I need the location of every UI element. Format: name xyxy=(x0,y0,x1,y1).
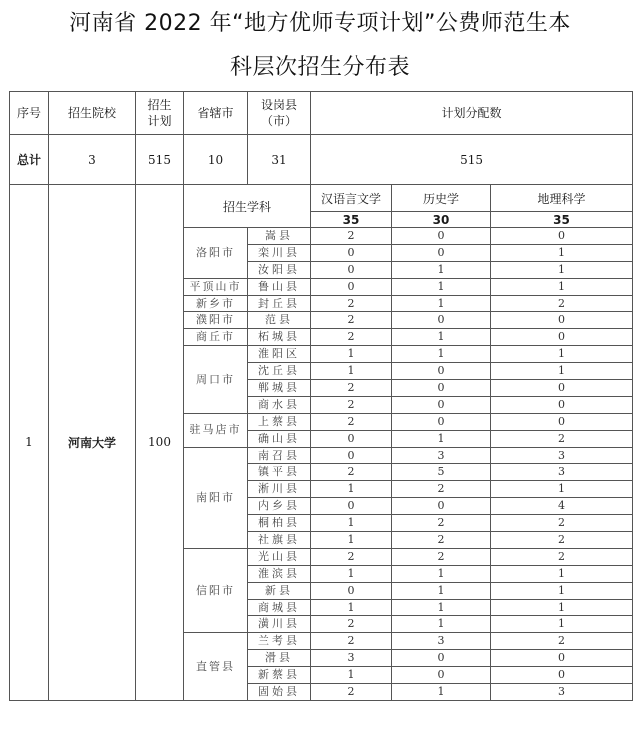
county-name: 固始县 xyxy=(248,684,311,701)
county-name: 淮阳区 xyxy=(248,346,311,363)
allocation-value: 1 xyxy=(491,481,633,498)
total-row xyxy=(10,135,633,185)
allocation-value: 1 xyxy=(311,565,392,582)
county-name: 镇平县 xyxy=(248,464,311,481)
city-name: 信阳市 xyxy=(184,548,248,632)
county-name: 汝阳县 xyxy=(248,261,311,278)
county-name: 社旗县 xyxy=(248,532,311,549)
allocation-value: 1 xyxy=(392,295,491,312)
allocation-value: 1 xyxy=(392,616,491,633)
allocation-value: 0 xyxy=(311,498,392,515)
allocation-value: 2 xyxy=(311,548,392,565)
county-name: 光山县 xyxy=(248,548,311,565)
allocation-value: 1 xyxy=(392,684,491,701)
allocation-value: 0 xyxy=(311,244,392,261)
county-name: 潢川县 xyxy=(248,616,311,633)
allocation-value: 0 xyxy=(491,380,633,397)
county-name: 封丘县 xyxy=(248,295,311,312)
allocation-value: 1 xyxy=(491,363,633,380)
allocation-value: 2 xyxy=(311,684,392,701)
header-row xyxy=(10,92,633,135)
allocation-value: 2 xyxy=(392,515,491,532)
county-name: 商城县 xyxy=(248,599,311,616)
allocation-value: 1 xyxy=(311,363,392,380)
allocation-value: 0 xyxy=(491,396,633,413)
header-plan-line2: 计划 xyxy=(147,114,172,128)
allocation-value: 1 xyxy=(311,515,392,532)
allocation-value: 1 xyxy=(392,599,491,616)
allocation-value: 2 xyxy=(311,464,392,481)
allocation-value: 0 xyxy=(491,667,633,684)
allocation-value: 2 xyxy=(311,396,392,413)
allocation-value: 0 xyxy=(392,363,491,380)
allocation-value: 1 xyxy=(392,430,491,447)
allocation-value: 1 xyxy=(392,565,491,582)
subject-header-row xyxy=(10,185,633,212)
allocation-value: 2 xyxy=(392,548,491,565)
allocation-value: 0 xyxy=(491,228,633,245)
allocation-value: 1 xyxy=(311,599,392,616)
header-plan-line1: 招生 xyxy=(147,98,172,112)
allocation-value: 1 xyxy=(392,329,491,346)
allocation-value: 2 xyxy=(491,295,633,312)
allocation-value: 0 xyxy=(311,447,392,464)
city-name: 平顶山市 xyxy=(184,278,248,295)
allocation-value: 1 xyxy=(392,261,491,278)
subject-count: 35 xyxy=(311,212,392,228)
allocation-value: 2 xyxy=(311,633,392,650)
city-name: 驻马店市 xyxy=(184,413,248,447)
header-seq: 序号 xyxy=(10,92,49,135)
allocation-value: 2 xyxy=(491,548,633,565)
county-name: 上蔡县 xyxy=(248,413,311,430)
total-allocation: 515 xyxy=(311,135,633,185)
county-name: 栾川县 xyxy=(248,244,311,261)
header-school: 招生院校 xyxy=(49,92,136,135)
subject-name: 地理科学 xyxy=(491,185,633,212)
county-name: 兰考县 xyxy=(248,633,311,650)
enrollment-distribution-table xyxy=(9,91,633,701)
allocation-value: 1 xyxy=(491,599,633,616)
allocation-value: 3 xyxy=(311,650,392,667)
subject-count: 35 xyxy=(491,212,633,228)
total-label: 总计 xyxy=(10,135,49,185)
document-title-line-2: 科层次招生分布表 xyxy=(229,55,410,80)
allocation-value: 0 xyxy=(392,650,491,667)
header-county xyxy=(248,92,311,135)
allocation-value: 2 xyxy=(491,515,633,532)
allocation-value: 2 xyxy=(311,312,392,329)
allocation-value: 1 xyxy=(491,582,633,599)
allocation-value: 1 xyxy=(311,346,392,363)
county-name: 范县 xyxy=(248,312,311,329)
county-name: 新县 xyxy=(248,582,311,599)
allocation-value: 2 xyxy=(491,430,633,447)
city-name: 洛阳市 xyxy=(184,228,248,279)
allocation-value: 1 xyxy=(392,346,491,363)
total-cities: 10 xyxy=(184,135,248,185)
allocation-value: 1 xyxy=(491,244,633,261)
county-name: 新蔡县 xyxy=(248,667,311,684)
allocation-value: 0 xyxy=(491,312,633,329)
allocation-value: 2 xyxy=(311,295,392,312)
city-name: 濮阳市 xyxy=(184,312,248,329)
allocation-value: 0 xyxy=(311,278,392,295)
allocation-value: 0 xyxy=(392,312,491,329)
header-county-line2: （市） xyxy=(260,114,297,128)
allocation-value: 2 xyxy=(311,380,392,397)
allocation-value: 2 xyxy=(392,532,491,549)
allocation-value: 0 xyxy=(311,582,392,599)
county-name: 鲁山县 xyxy=(248,278,311,295)
county-name: 郸城县 xyxy=(248,380,311,397)
county-name: 淮滨县 xyxy=(248,565,311,582)
allocation-value: 0 xyxy=(392,380,491,397)
total-plan: 515 xyxy=(136,135,184,185)
allocation-value: 0 xyxy=(491,650,633,667)
allocation-value: 2 xyxy=(392,481,491,498)
allocation-value: 1 xyxy=(491,261,633,278)
allocation-value: 2 xyxy=(311,228,392,245)
allocation-value: 1 xyxy=(311,667,392,684)
county-name: 柘城县 xyxy=(248,329,311,346)
subject-name: 历史学 xyxy=(392,185,491,212)
entry-seq: 1 xyxy=(10,185,49,701)
city-name: 周口市 xyxy=(184,346,248,414)
county-name: 桐柏县 xyxy=(248,515,311,532)
header-allocation: 计划分配数 xyxy=(311,92,633,135)
county-name: 南召县 xyxy=(248,447,311,464)
allocation-value: 0 xyxy=(392,396,491,413)
county-name: 沈丘县 xyxy=(248,363,311,380)
allocation-value: 1 xyxy=(392,278,491,295)
allocation-value: 1 xyxy=(491,565,633,582)
allocation-value: 4 xyxy=(491,498,633,515)
county-name: 嵩县 xyxy=(248,228,311,245)
allocation-value: 0 xyxy=(311,261,392,278)
allocation-value: 1 xyxy=(311,481,392,498)
allocation-value: 3 xyxy=(491,684,633,701)
city-name: 直管县 xyxy=(184,633,248,701)
allocation-value: 0 xyxy=(392,667,491,684)
allocation-value: 1 xyxy=(491,616,633,633)
county-name: 滑县 xyxy=(248,650,311,667)
allocation-value: 3 xyxy=(491,464,633,481)
allocation-value: 3 xyxy=(392,633,491,650)
allocation-value: 2 xyxy=(311,413,392,430)
allocation-value: 3 xyxy=(392,447,491,464)
allocation-value: 0 xyxy=(491,329,633,346)
county-name: 淅川县 xyxy=(248,481,311,498)
allocation-value: 2 xyxy=(491,532,633,549)
entry-plan: 100 xyxy=(136,185,184,701)
allocation-value: 0 xyxy=(491,413,633,430)
subject-label: 招生学科 xyxy=(184,185,311,228)
allocation-value: 0 xyxy=(311,430,392,447)
header-city: 省辖市 xyxy=(184,92,248,135)
allocation-value: 2 xyxy=(311,329,392,346)
allocation-value: 1 xyxy=(491,346,633,363)
subject-name: 汉语言文学 xyxy=(311,185,392,212)
city-name: 南阳市 xyxy=(184,447,248,548)
document-title-line-1: 河南省 2022 年“地方优师专项计划”公费师范生本 xyxy=(69,11,571,36)
allocation-value: 0 xyxy=(392,244,491,261)
county-name: 确山县 xyxy=(248,430,311,447)
allocation-value: 2 xyxy=(311,616,392,633)
allocation-value: 1 xyxy=(311,532,392,549)
allocation-value: 0 xyxy=(392,228,491,245)
total-counties: 31 xyxy=(248,135,311,185)
total-schools: 3 xyxy=(49,135,136,185)
entry-school: 河南大学 xyxy=(49,185,136,701)
city-name: 新乡市 xyxy=(184,295,248,312)
allocation-value: 0 xyxy=(392,498,491,515)
county-name: 内乡县 xyxy=(248,498,311,515)
header-plan xyxy=(136,92,184,135)
allocation-value: 5 xyxy=(392,464,491,481)
city-name: 商丘市 xyxy=(184,329,248,346)
county-name: 商水县 xyxy=(248,396,311,413)
allocation-value: 3 xyxy=(491,447,633,464)
allocation-value: 1 xyxy=(392,582,491,599)
allocation-value: 2 xyxy=(491,633,633,650)
header-county-line1: 设岗县 xyxy=(260,98,297,112)
allocation-value: 1 xyxy=(491,278,633,295)
allocation-value: 0 xyxy=(392,413,491,430)
subject-count: 30 xyxy=(392,212,491,228)
